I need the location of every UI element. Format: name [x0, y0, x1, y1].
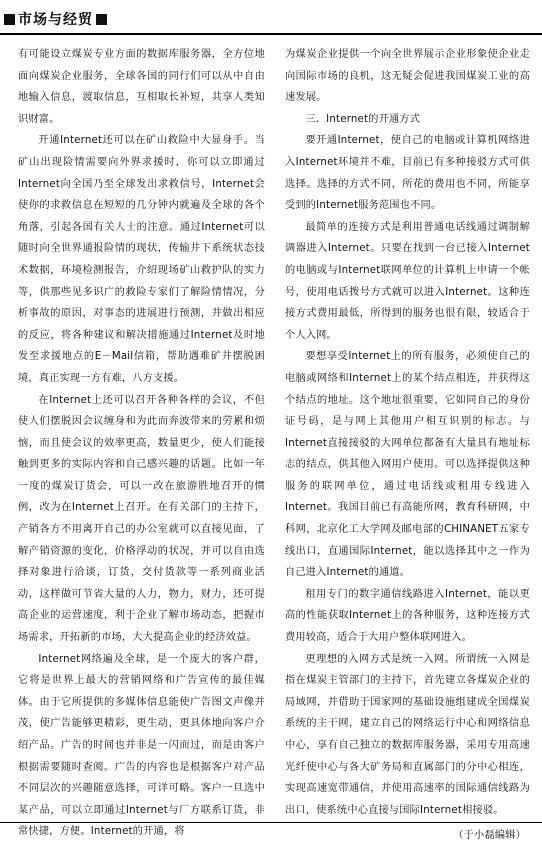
paragraph: Internet网络遍及全球，是一个庞大的客户群，它将是世界上最大的营销网络和广告宣传的最佳媒体。由于它所提供的多媒体信息能使广告图文声像并茂，使广告能够更精彩，更生动，更具体地向客户介绍产品。广告的时间也并非是一闪而过，而是由客户根据需要随时查阅。广告的内容也是根据客户对产品不同层次的兴趣随意选择，可详可略。客户一旦选中某产品，可以立即通过Internet与厂方联系订货，非常快捷，方便。Internet的开通，将 [18, 653, 265, 838]
paragraph: 为煤炭企业提供一个向全世界展示企业形象使企业走向国际市场的良机，这无疑会促进我国煤炭工业的高速发展。 [285, 49, 530, 104]
square-bullet-icon [96, 14, 107, 25]
paragraph: 开通Internet还可以在矿山救险中大显身手。当矿山出现险情需要向外界求援时，你可以立即通过Internet向全国乃至全球发出求救信号，Internet会使你的求救信息在短短的几分钟内就遍及全球的各个角落，引起各国有关人士的注意。通过Internet可以随时向全世界通报险情的现状，传输井下系统状态技术数据，环境检测报告，介绍现场矿山救护队的实力等，供那些见多识广的救险专家们了解险情情况，分析事故的原因，对事态的进展进行预测，并做出相应的反应，将各种建议和解决措施通过Internet及时地发至求援地点的E－Mail信箱，帮助遇难矿井摆脱困境，真正实现一方有难，八方支援。 [18, 135, 265, 384]
paragraph: 有可能设立煤炭专业方面的数据库服务器，全方位地面向煤炭企业服务，全球各国的同行们可以从中自由地输入信息，渡取信息，互相取长补短，共享人类知识财富。 [18, 49, 265, 125]
editor-signature: （于小磊编辑） [453, 830, 526, 842]
paragraph: 更理想的入网方式是统一入网。所谓统一入网是指在煤炭主管部门的主持下，首先建立各煤炭企业的局域网，并借助于国家网的基础设施组建成全国煤炭系统的主干网，建立自己的网络运行中心和网络信息中心，享有自己独立的数据库服务器，采用专用高速光纤使中心与各大矿务局和直属部门的分中心相连，实现高速宽带通信，并使用高速率的国际通信线路为出口，使系统中心直接与国际Internet相接驳。 [285, 653, 530, 816]
right-column [285, 44, 530, 847]
paragraph: 在Internet上还可以召开各种各样的会议，不但使人们摆脱因会议缠身和为此而奔波带来的劳累和烦恼，而且使会议的效率更高，数量更少，使人们能接触到更多的实际内容和自己感兴趣的话题。比如一年一度的煤炭订货会，可以一改在旅游胜地召开的惯例，改为在Internet上召开。在有关部门的主持下，产销各方不用离开自己的办公室就可以直接见面，了解产销资源的变化，价格浮动的状况，并可以自由选择对象进行洽谈，订货，交付货款等一系列商业活动，这样做可节省大量的人力，物力，财力，还可提高企业的运营速度，利于企业了解市场动态，把握市场需求，开拓新的市场，大大提高企业的经济效益。 [18, 394, 265, 644]
left-column [18, 44, 265, 843]
header-rule [0, 33, 542, 35]
paragraph: 最简单的连接方式是利用普通电话线通过调制解调器进入Internet。只要在找到一台已接入Internet的电脑或与Internet联网单位的计算机上申请一个帐号，使用电话拨号方式就可以进入Internet。这种连接方式费用最低，所得到的服务也很有限，较适合于个人入网。 [285, 221, 530, 341]
square-bullet-icon [4, 14, 15, 25]
section-header [4, 8, 107, 30]
paragraph: 租用专门的数字通信线路进入Internet，能以更高的性能获取Internet上的各种服务，这种连接方式费用较高，适合于大用户整体联网进入。 [285, 588, 530, 644]
section-heading: 三．Internet的开通方式 [305, 113, 421, 125]
footer-rule [0, 822, 542, 823]
paragraph: 要开通Internet，使自己的电脑或计算机网络进入Internet环境并不难，目前已有多种接驳方式可供选择。选择的方式不同，所花的费用也不同，所能享受到的Internet服务范围也不同。 [285, 135, 530, 212]
paragraph: 要想享受Internet上的所有服务，必须使自己的电脑或网络和Internet上的某个结点相连，并获得这个结点的地址。这个地址很重要，它如同自己的身份证号码，是与网上其他用户相互识别的标志。与Internet直接接驳的大网单位都备有大量具有地址标志的结点，供其他入网用户使用。可以选择提供这种服务的联网单位，通过电话线或租用专线进入Internet。我国目前已有高能所网，教育科研网，中科网，北京化工大学网及邮电部的CHINANET五家专线出口，直通国际Internet，能以选择其中之一作为自己进入Internet的通道。 [285, 351, 530, 579]
section-title: 市场与经贸 [18, 12, 93, 28]
